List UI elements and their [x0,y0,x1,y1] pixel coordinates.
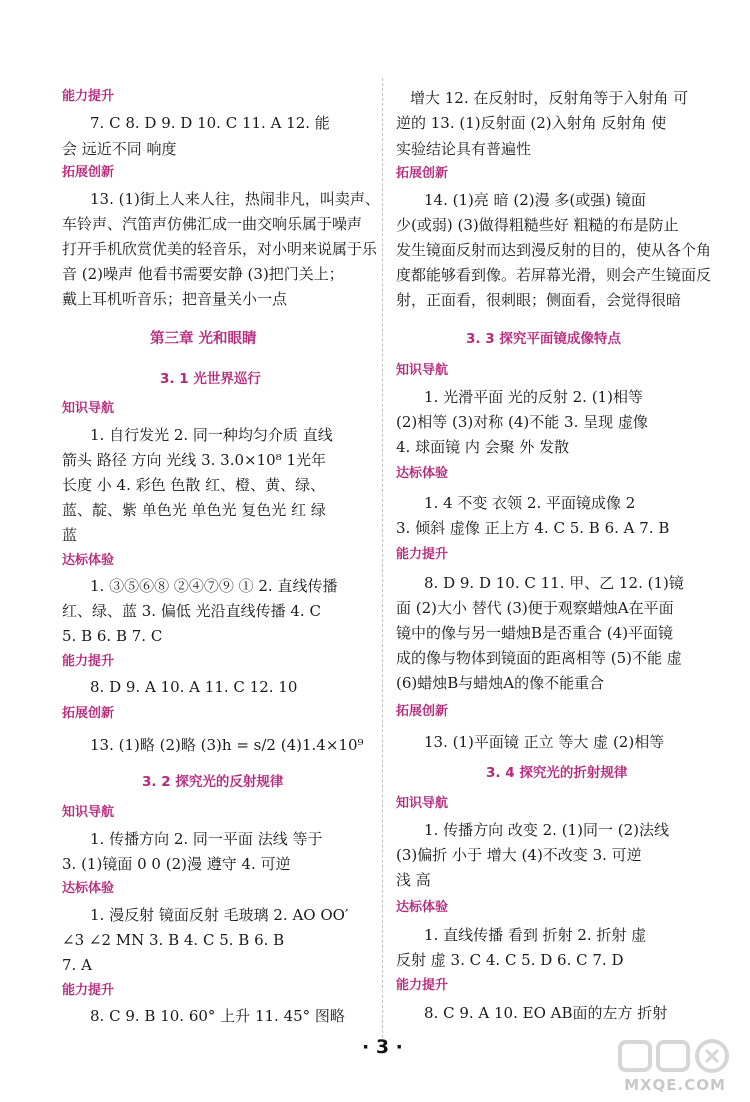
heading-standard-practice: 达标体验 [62,881,115,896]
text-line: ∠3 ∠2 MN 3. B 4. C 5. B 6. B [62,931,285,949]
text-line: 1. ③⑤⑥⑧ ②④⑦⑨ ① 2. 直线传播 [90,577,338,595]
section-title-3-3: 3. 3 探究平面镜成像特点 [466,331,621,347]
text-line: 1. 传播方向 改变 2. (1)同一 (2)法线 [424,821,669,839]
text-line: 1. 4 不变 衣领 2. 平面镜成像 2 [424,494,636,512]
watermark-text: MXQE.COM [624,1076,726,1094]
heading-knowledge-nav: 知识导航 [62,805,115,820]
heading-knowledge-nav: 知识导航 [62,401,115,416]
text-line: 打开手机欣赏优美的轻音乐，对小明来说属于乐 [62,240,378,258]
text-line: 戴上耳机听音乐；把音量关小一点 [62,290,288,308]
text-line: 红、绿、蓝 3. 偏低 光沿直线传播 4. C [62,602,321,620]
text-line: 度都能够看到像。若屏幕光滑，则会产生镜面反 [396,266,712,284]
text-line: 8. D 9. A 10. A 11. C 12. 10 [90,678,298,696]
text-line: 实验结论具有普遍性 [396,140,532,158]
text-line: 1. 光滑平面 光的反射 2. (1)相等 [424,388,643,406]
text-line: 车铃声、汽笛声仿佛汇成一曲交响乐属于噪声 [62,215,363,233]
heading-ability-improve: 能力提升 [396,978,449,993]
heading-expand-innovate: 拓展创新 [62,706,115,721]
text-line: 8. D 9. D 10. C 11. 甲、乙 12. (1)镜 [424,574,684,592]
heading-standard-practice: 达标体验 [62,553,115,568]
heading-ability-improve: 能力提升 [62,983,115,998]
heading-ability-improve: 能力提升 [62,654,115,669]
watermark-logo-icon [614,1036,736,1076]
text-line: 镜中的像与另一蜡烛B是否重合 (4)平面镜 [396,624,674,642]
text-line: 成的像与物体到镜面的距离相等 (5)不能 虚 [396,649,682,667]
text-line: 13. (1)平面镜 正立 等大 虚 (2)相等 [424,733,665,751]
text-line: 面 (2)大小 替代 (3)便于观察蜡烛A在平面 [396,599,674,617]
text-line: (3)偏折 小于 增大 (4)不改变 3. 可逆 [396,846,642,864]
section-title-3-1: 3. 1 光世界巡行 [160,371,261,387]
text-line: 蓝、靛、紫 单色光 单色光 复色光 红 绿 [62,501,326,519]
heading-expand-innovate: 拓展创新 [396,704,449,719]
text-line: 逆的 13. (1)反射面 (2)入射角 反射角 使 [396,114,667,132]
text-line: 7. A [62,956,92,974]
heading-standard-practice: 达标体验 [396,900,449,915]
text-line: 蓝 [62,526,78,544]
site-watermark [614,1036,736,1094]
text-line: 8. C 9. B 10. 60° 上升 11. 45° 图略 [90,1007,345,1025]
text-line: 反射 虚 3. C 4. C 5. D 6. C 7. D [396,951,624,969]
heading-expand-innovate: 拓展创新 [62,165,115,180]
text-line: (6)蜡烛B与蜡烛A的像不能重合 [396,674,605,692]
text-line: 13. (1)街上人来人往，热闹非凡，叫卖声、 [90,190,380,208]
text-line: 13. (1)略 (2)略 (3)h = s/2 (4)1.4×10⁹ [90,736,364,754]
text-line: 箭头 路径 方向 光线 3. 3.0×10⁸ 1光年 [62,451,326,469]
text-line: 1. 自行发光 2. 同一种均匀介质 直线 [90,426,333,444]
text-line: 8. C 9. A 10. EO AB面的左方 折射 [424,1004,668,1022]
text-line: 1. 漫反射 镜面反射 毛玻璃 2. AO OO′ [90,906,349,924]
text-line: 增大 12. 在反射时，反射角等于入射角 可 [410,89,689,107]
heading-expand-innovate: 拓展创新 [396,166,449,181]
heading-knowledge-nav: 知识导航 [396,363,449,378]
text-line: 3. 倾斜 虚像 正上方 4. C 5. B 6. A 7. B [396,519,670,537]
text-line: 会 远近不同 响度 [62,140,177,158]
text-line: 射，正面看，很刺眼；侧面看，会觉得很暗 [396,291,682,309]
text-line: 7. C 8. D 9. D 10. C 11. A 12. 能 [90,114,330,132]
page-number: · 3 · [362,1036,403,1058]
text-line: 少(或弱) (3)做得粗糙些好 粗糙的布是防止 [396,216,679,234]
text-line: 4. 球面镜 内 会聚 外 发散 [396,438,570,456]
section-title-3-4: 3. 4 探究光的折射规律 [486,765,628,781]
column-divider [382,78,383,1038]
chapter-title: 第三章 光和眼睛 [150,331,257,347]
text-line: 音 (2)噪声 他看书需要安静 (3)把门关上； [62,265,344,283]
text-line: 长度 小 4. 彩色 色散 红、橙、黄、绿、 [62,476,326,494]
heading-knowledge-nav: 知识导航 [396,796,449,811]
heading-ability-improve: 能力提升 [396,547,449,562]
text-line: 1. 传播方向 2. 同一平面 法线 等于 [90,830,323,848]
section-title-3-2: 3. 2 探究光的反射规律 [142,774,284,790]
heading-standard-practice: 达标体验 [396,466,449,481]
text-line: 3. (1)镜面 0 0 (2)漫 遵守 4. 可逆 [62,855,291,873]
heading-ability-improve: 能力提升 [62,89,115,104]
text-line: 14. (1)亮 暗 (2)漫 多(或强) 镜面 [424,191,646,209]
text-line: 1. 直线传播 看到 折射 2. 折射 虚 [424,926,647,944]
text-line: 浅 高 [396,871,431,889]
text-line: 发生镜面反射而达到漫反射的目的，使从各个角 [396,241,712,259]
text-line: 5. B 6. B 7. C [62,627,163,645]
text-line: (2)相等 (3)对称 (4)不能 3. 呈现 虚像 [396,413,648,431]
